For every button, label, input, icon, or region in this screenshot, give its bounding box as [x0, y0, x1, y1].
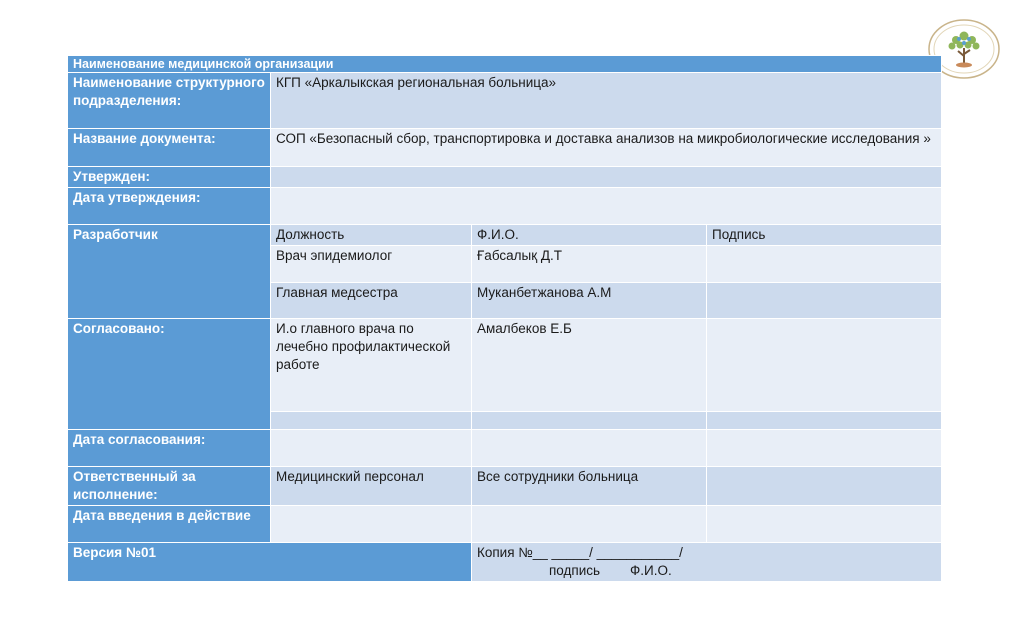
approval-date-value	[271, 188, 942, 225]
approval-date-label: Дата утверждения:	[68, 188, 271, 225]
agreed-blank-signature	[707, 412, 942, 430]
copy-line: Копия №__ _____/ ___________/	[477, 545, 683, 560]
agreement-date-c2	[472, 430, 707, 467]
effective-date-c1	[271, 506, 472, 543]
dev1-position: Врач эпидемиолог	[271, 246, 472, 283]
org-name-label: Наименование медицинской организации	[68, 56, 942, 73]
dev2-name: Муканбетжанова А.М	[472, 283, 707, 319]
approved-label: Утвержден:	[68, 167, 271, 188]
document-name-label: Название документа:	[68, 129, 271, 167]
approved-row	[68, 167, 942, 188]
responsible-signature	[707, 467, 942, 506]
effective-date-c2	[472, 506, 707, 543]
agreed-name: Амалбеков Е.Б	[472, 319, 707, 412]
responsible-label: Ответственный за исполнение:	[68, 467, 271, 506]
agreed-row	[68, 319, 942, 412]
developer-label: Разработчик	[68, 225, 271, 319]
dev1-name: Ғабсалық Д.Т	[472, 246, 707, 283]
dev1-signature	[707, 246, 942, 283]
agreed-blank-position	[271, 412, 472, 430]
responsible-name: Все сотрудники больница	[472, 467, 707, 506]
agreed-blank-name	[472, 412, 707, 430]
effective-date-label: Дата введения в действие	[68, 506, 271, 543]
responsible-row	[68, 467, 942, 506]
dev2-position: Главная медсестра	[271, 283, 472, 319]
version-label: Версия №01	[68, 543, 472, 582]
position-header: Должность	[271, 225, 472, 246]
dev2-signature	[707, 283, 942, 319]
signature-header: Подпись	[707, 225, 942, 246]
effective-date-c3	[707, 506, 942, 543]
responsible-position: Медицинский персонал	[271, 467, 472, 506]
copy-cell	[472, 543, 942, 582]
agreement-date-c1	[271, 430, 472, 467]
structural-unit-value: КГП «Аркалыкская региональная больница»	[271, 73, 942, 129]
agreement-date-label: Дата согласования:	[68, 430, 271, 467]
version-row	[68, 543, 942, 582]
copy-caption: подпись Ф.И.О.	[549, 563, 672, 578]
agreed-signature	[707, 319, 942, 412]
developer-header-row	[68, 225, 942, 246]
org-name-row	[68, 56, 942, 73]
agreement-date-row	[68, 430, 942, 467]
document-name-row	[68, 129, 942, 167]
document-name-value: СОП «Безопасный сбор, транспортировка и доставка анализов на микробиологические исследования »	[271, 129, 942, 167]
structural-unit-row	[68, 73, 942, 129]
document-info-table	[67, 55, 942, 582]
structural-unit-label: Наименование структурного подразделения:	[68, 73, 271, 129]
effective-date-row	[68, 506, 942, 543]
fio-header: Ф.И.О.	[472, 225, 707, 246]
agreement-date-c3	[707, 430, 942, 467]
approved-value	[271, 167, 942, 188]
agreed-position: И.о главного врача по лечебно профилактической работе	[271, 319, 472, 412]
agreed-label: Согласовано:	[68, 319, 271, 430]
approval-date-row	[68, 188, 942, 225]
